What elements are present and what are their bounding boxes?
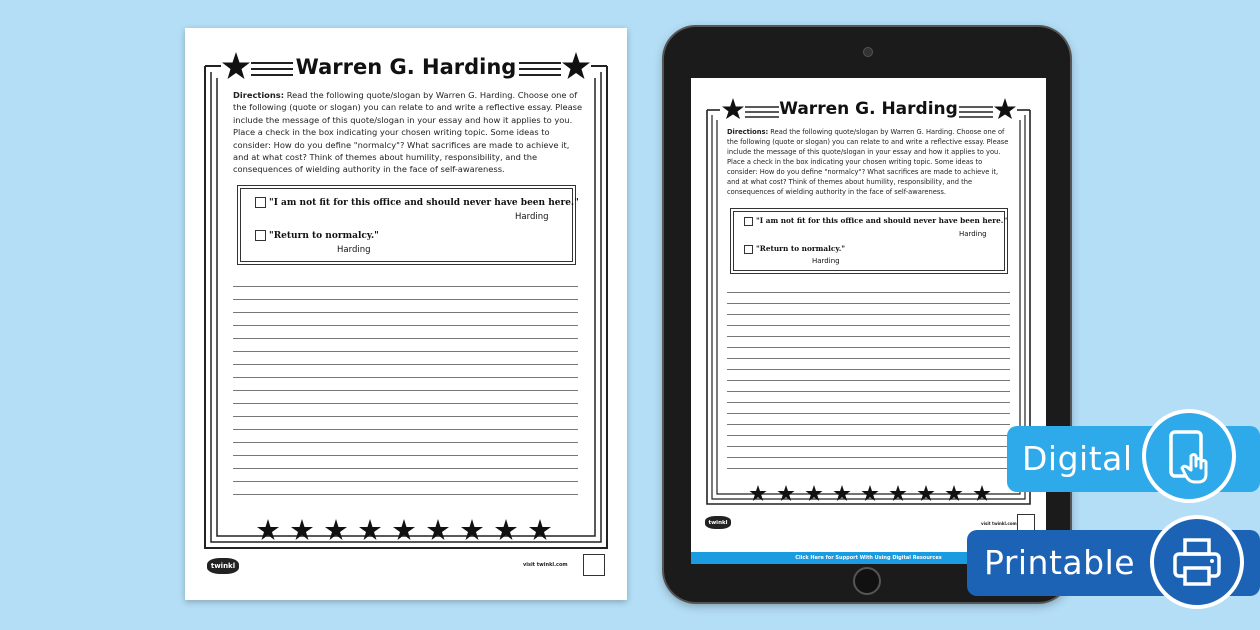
footer-url: visit twinkl.com — [523, 562, 568, 568]
digital-checkbox-quote-1[interactable] — [744, 217, 753, 226]
tablet-touch-icon — [1142, 409, 1236, 503]
digital-quote-1-text: "I am not fit for this office and should never have been here." — [756, 216, 1008, 225]
digital-quote-1-author: Harding — [959, 230, 987, 238]
directions-label: Directions: — [233, 90, 285, 100]
digital-quote-2-text: "Return to normalcy." — [756, 244, 846, 253]
directions-text: Read the following quote/slogan by Warren G. Harding. Choose one of the following (quote or slogan) you can relate to and write a reflective essay. Please include the message of this quote/slogan in your essay and how it applies to you. Place a check in the box indicating your chosen writing topic. Some ideas to consider: How do you define "normalcy"? What sacrifices are made to achieve it, and at what cost? Think of themes about humility, responsibility, and the consequences of wielding authority in the face of self-awareness. — [233, 90, 583, 175]
star-row — [257, 519, 551, 540]
digital-twinkl-logo: twinkl — [705, 516, 731, 529]
tablet-device — [664, 27, 1070, 602]
home-button[interactable] — [853, 567, 881, 595]
digital-directions-label: Directions: — [727, 128, 769, 136]
digital-checkbox-quote-2[interactable] — [744, 245, 753, 254]
worksheet-title: Warren G. Harding — [295, 55, 517, 79]
quality-badge — [583, 554, 605, 576]
checkbox-quote-1[interactable] — [255, 197, 266, 208]
quote-option-1[interactable] — [255, 197, 579, 208]
printable-badge-label: Printable — [984, 543, 1136, 582]
quote-option-2[interactable] — [255, 230, 379, 241]
digital-badge — [1007, 426, 1260, 492]
digital-worksheet-title: Warren G. Harding — [779, 99, 958, 119]
digital-footer-url: visit twinkl.com — [981, 521, 1017, 526]
digital-quote-option-2[interactable] — [744, 244, 845, 254]
digital-worksheet-directions — [727, 127, 1011, 197]
printable-badge — [967, 530, 1260, 596]
printed-worksheet — [185, 28, 627, 600]
digital-quote-2-author: Harding — [812, 257, 840, 265]
worksheet-directions — [233, 89, 583, 176]
camera-icon — [863, 47, 873, 57]
quote-1-text: "I am not fit for this office and should never have been here." — [269, 198, 579, 208]
digital-quote-choice-box — [733, 211, 1008, 271]
quote-choice-box — [240, 188, 579, 262]
quote-1-author: Harding — [515, 212, 549, 222]
checkbox-quote-2[interactable] — [255, 230, 266, 241]
quote-2-author: Harding — [337, 245, 371, 255]
twinkl-logo: twinkl — [207, 558, 239, 574]
digital-worksheet — [691, 78, 1046, 564]
printer-icon — [1150, 515, 1244, 609]
tablet-screen — [691, 78, 1046, 564]
digital-badge-label: Digital — [1022, 439, 1133, 478]
support-link-bar[interactable]: Click Here for Support With Using Digital Resources — [691, 552, 1046, 564]
digital-quote-option-1[interactable] — [744, 216, 1007, 226]
quote-2-text: "Return to normalcy." — [269, 231, 379, 241]
digital-directions-text: Read the following quote/slogan by Warren G. Harding. Choose one of the following (quote or slogan) you can relate to and write a reflective essay. Please include the message of this quote/slogan in your essay and how it applies to you. Place a check in the box indicating your chosen writing topic. Some ideas to consider: How do you define "normalcy"? What sacrifices are made to achieve it, and at what cost? Think of themes about humility, responsibility, and the consequences of wielding authority in the face of self-awareness. — [727, 128, 1009, 196]
